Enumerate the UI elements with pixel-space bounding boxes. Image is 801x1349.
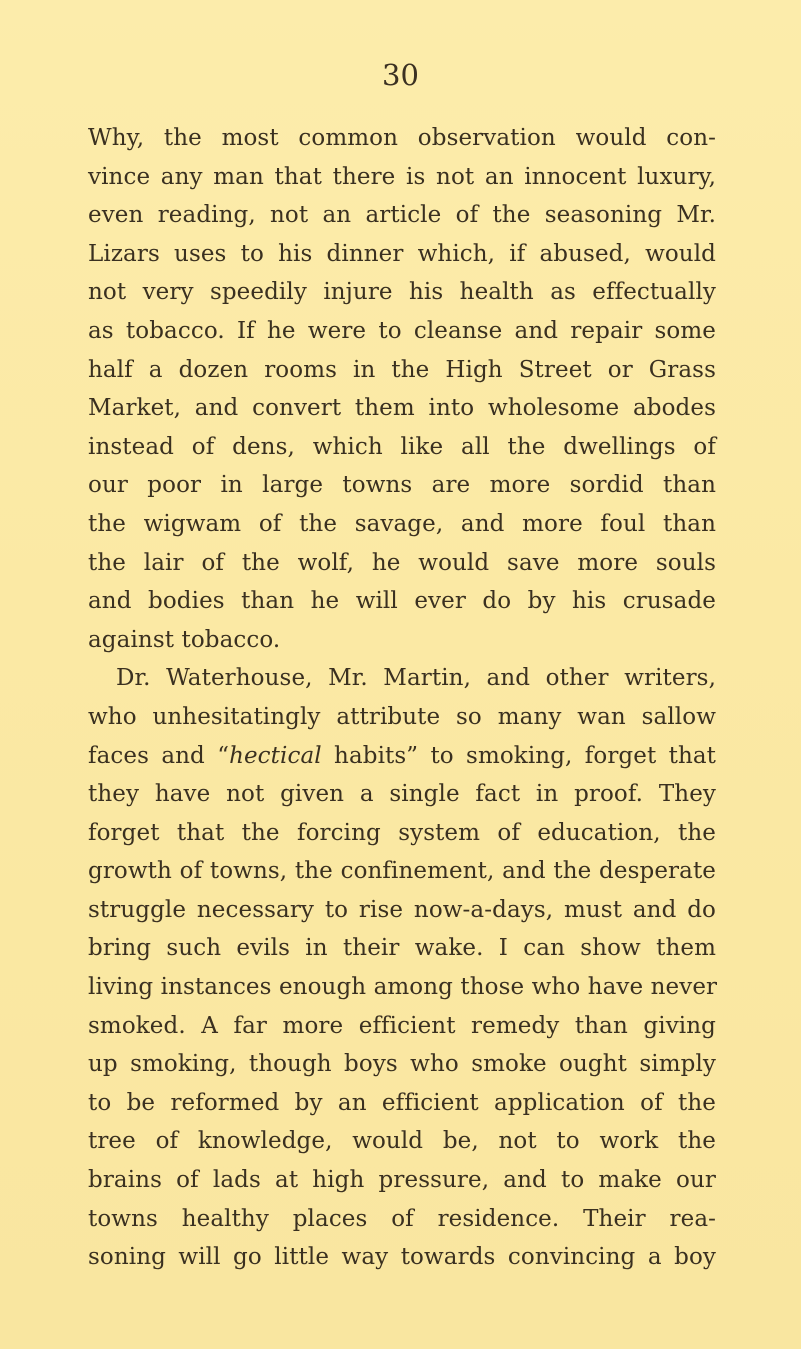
text-line: smoked. A far more efficient remedy than giving [88, 1012, 716, 1039]
text-line: living instances enough among those who have never [88, 974, 718, 1001]
text-line: our poor in large towns are more sordid than [88, 472, 716, 499]
text-line: not very speedily injure his health as effectually [88, 279, 716, 306]
text-line: as tobacco. If he were to cleanse and repair some [88, 317, 716, 344]
text-line-start: faces and “ [88, 742, 230, 769]
text-line: who unhesitatingly attribute so many wan sallow [88, 703, 716, 730]
text-line: Market, and convert them into wholesome abodes [88, 395, 716, 422]
text-line: the lair of the wolf, he would save more souls [88, 549, 716, 576]
text-line: forget that the forcing system of education, the [88, 819, 716, 846]
body-text [88, 119, 716, 1277]
text-line: Dr. Waterhouse, Mr. Martin, and other writers, [116, 665, 716, 692]
text-line: and bodies than he will ever do by his crusade [88, 588, 716, 615]
text-line: Why, the most common observation would con- [88, 125, 716, 151]
text-line: struggle necessary to rise now-a-days, must and do [88, 896, 716, 923]
text-line: bring such evils in their wake. I can show them [88, 935, 716, 962]
text-line: against tobacco. [88, 626, 281, 653]
text-line: Lizars uses to his dinner which, if abused, would [88, 240, 716, 267]
page-number: 30 [382, 58, 419, 92]
text-line: tree of knowledge, would be, not to work the [88, 1128, 716, 1155]
text-line: half a dozen rooms in the High Street or Grass [88, 356, 716, 383]
text-line: towns healthy places of residence. Their rea- [88, 1205, 716, 1232]
text-line: even reading, not an article of the seasoning Mr. [88, 202, 716, 229]
italic-term: hectical [229, 742, 322, 769]
text-line-end: habits” to smoking, forget that [321, 742, 717, 769]
text-line [88, 737, 716, 776]
text-line: they have not given a single fact in proof. They [88, 781, 716, 808]
text-line: growth of towns, the confinement, and the desperate [88, 858, 716, 885]
text-line: instead of dens, which like all the dwellings of [88, 433, 716, 460]
text-line: soning will go little way towards convincing a boy [88, 1244, 716, 1271]
text-line: to be reformed by an efficient application of the [88, 1089, 716, 1116]
text-line: vince any man that there is not an innocent luxury, [88, 163, 716, 190]
text-line: up smoking, though boys who smoke ought simply [88, 1051, 716, 1078]
text-line: brains of lads at high pressure, and to make our [88, 1167, 716, 1194]
text-line: the wigwam of the savage, and more foul than [88, 510, 716, 537]
